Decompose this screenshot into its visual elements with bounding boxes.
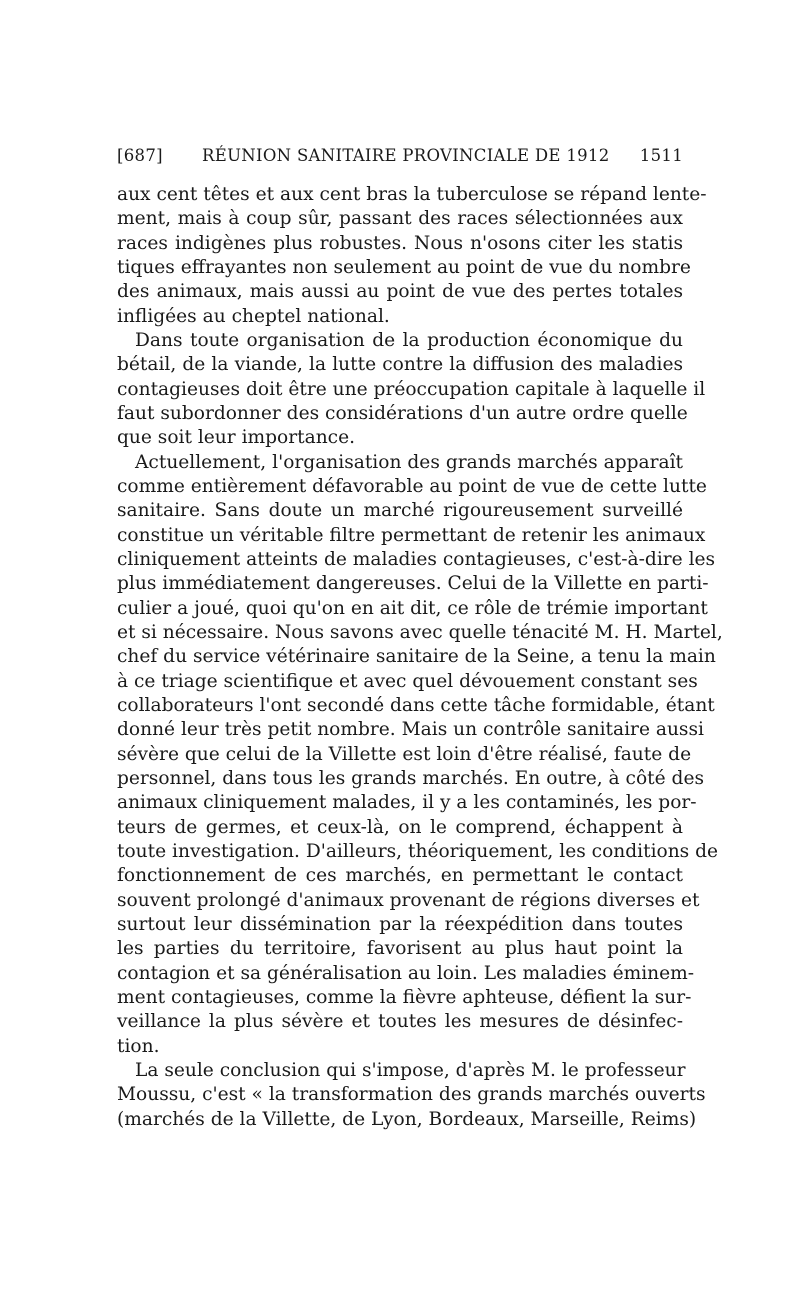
text-line: collaborateurs l'ont secondé dans cette tâche formidable, étant	[117, 694, 715, 716]
page-bracket-number: [687]	[117, 146, 163, 165]
text-line: aux cent têtes et aux cent bras la tuberculose se répand lente-	[117, 184, 707, 205]
text-line: races indigènes plus robustes. Nous n'osons citer les statis	[117, 232, 683, 254]
text-line: animaux cliniquement malades, il y a les contaminés, les por-	[117, 792, 697, 814]
text-line: ment, mais à coup sûr, passant des races sélectionnées aux	[117, 208, 683, 230]
text-line: veillance la plus sévère et toutes les mesures de désinfec-	[117, 1011, 683, 1033]
text-line: chef du service vétérinaire sanitaire de la Seine, a tenu la main	[117, 646, 716, 668]
text-line: fonctionnement de ces marchés, en permettant le contact	[117, 865, 683, 887]
text-line: cliniquement atteints de maladies contagieuses, c'est-à-dire les	[117, 548, 716, 570]
running-header	[117, 146, 683, 168]
text-line: culier a joué, quoi qu'on en ait dit, ce rôle de trémie important	[117, 597, 708, 619]
text-line: sanitaire. Sans doute un marché rigoureusement surveillé	[117, 500, 683, 522]
text-line: les parties du territoire, favorisent au plus haut point la	[117, 938, 683, 960]
text-line: La seule conclusion qui s'impose, d'après M. le professeur	[135, 1059, 686, 1081]
text-line: plus immédiatement dangereuses. Celui de la Villette en parti-	[117, 573, 709, 595]
text-line: contagion et sa généralisation au loin. Les maladies éminem-	[117, 962, 695, 984]
text-line: surtout leur dissémination par la réexpédition dans toutes	[117, 913, 683, 935]
text-line: ment contagieuses, comme la fièvre aphteuse, défient la sur-	[117, 986, 692, 1008]
text-line: souvent prolongé d'animaux provenant de régions diverses et	[117, 889, 700, 911]
text-line: toute investigation. D'ailleurs, théoriquement, les conditions de	[117, 840, 719, 862]
text-line: faut subordonner des considérations d'un autre ordre quelle	[117, 402, 688, 424]
text-line: personnel, dans tous les grands marchés. En outre, à côté des	[117, 767, 704, 789]
text-line: et si nécessaire. Nous savons avec quelle ténacité M. H. Martel,	[117, 621, 723, 643]
text-line: que soit leur importance.	[117, 427, 356, 449]
text-line: Dans toute organisation de la production économique du	[135, 329, 683, 351]
text-line: contagieuses doit être une préoccupation capitale à laquelle il	[117, 378, 706, 400]
text-line: tiques effrayantes non seulement au point de vue du nombre	[117, 256, 691, 278]
text-line: donné leur très petit nombre. Mais un contrôle sanitaire aussi	[117, 719, 704, 741]
text-line: tion.	[117, 1035, 160, 1057]
page-number: 1511	[639, 146, 683, 165]
text-line: Actuellement, l'organisation des grands marchés apparaît	[135, 451, 683, 473]
text-line: à ce triage scientifique et avec quel dévouement constant ses	[117, 670, 698, 692]
text-line: (marchés de la Villette, de Lyon, Bordeaux, Marseille, Reims)	[117, 1108, 697, 1130]
running-title: RÉUNION SANITAIRE PROVINCIALE DE 1912	[202, 146, 610, 165]
text-line: comme entièrement défavorable au point de vue de cette lutte	[117, 475, 707, 497]
text-line: sévère que celui de la Villette est loin d'être réalisé, faute de	[117, 743, 692, 765]
text-line: Moussu, c'est « la transformation des grands marchés ouverts	[117, 1084, 706, 1106]
text-line: teurs de germes, et ceux-là, on le comprend, échappent à	[117, 816, 683, 838]
text-line: bétail, de la viande, la lutte contre la diffusion des maladies	[117, 354, 683, 376]
text-line: constitue un véritable filtre permettant de retenir les animaux	[117, 524, 706, 546]
text-line: des animaux, mais aussi au point de vue des pertes totales	[117, 281, 683, 303]
text-line: infligées au cheptel national.	[117, 305, 390, 327]
